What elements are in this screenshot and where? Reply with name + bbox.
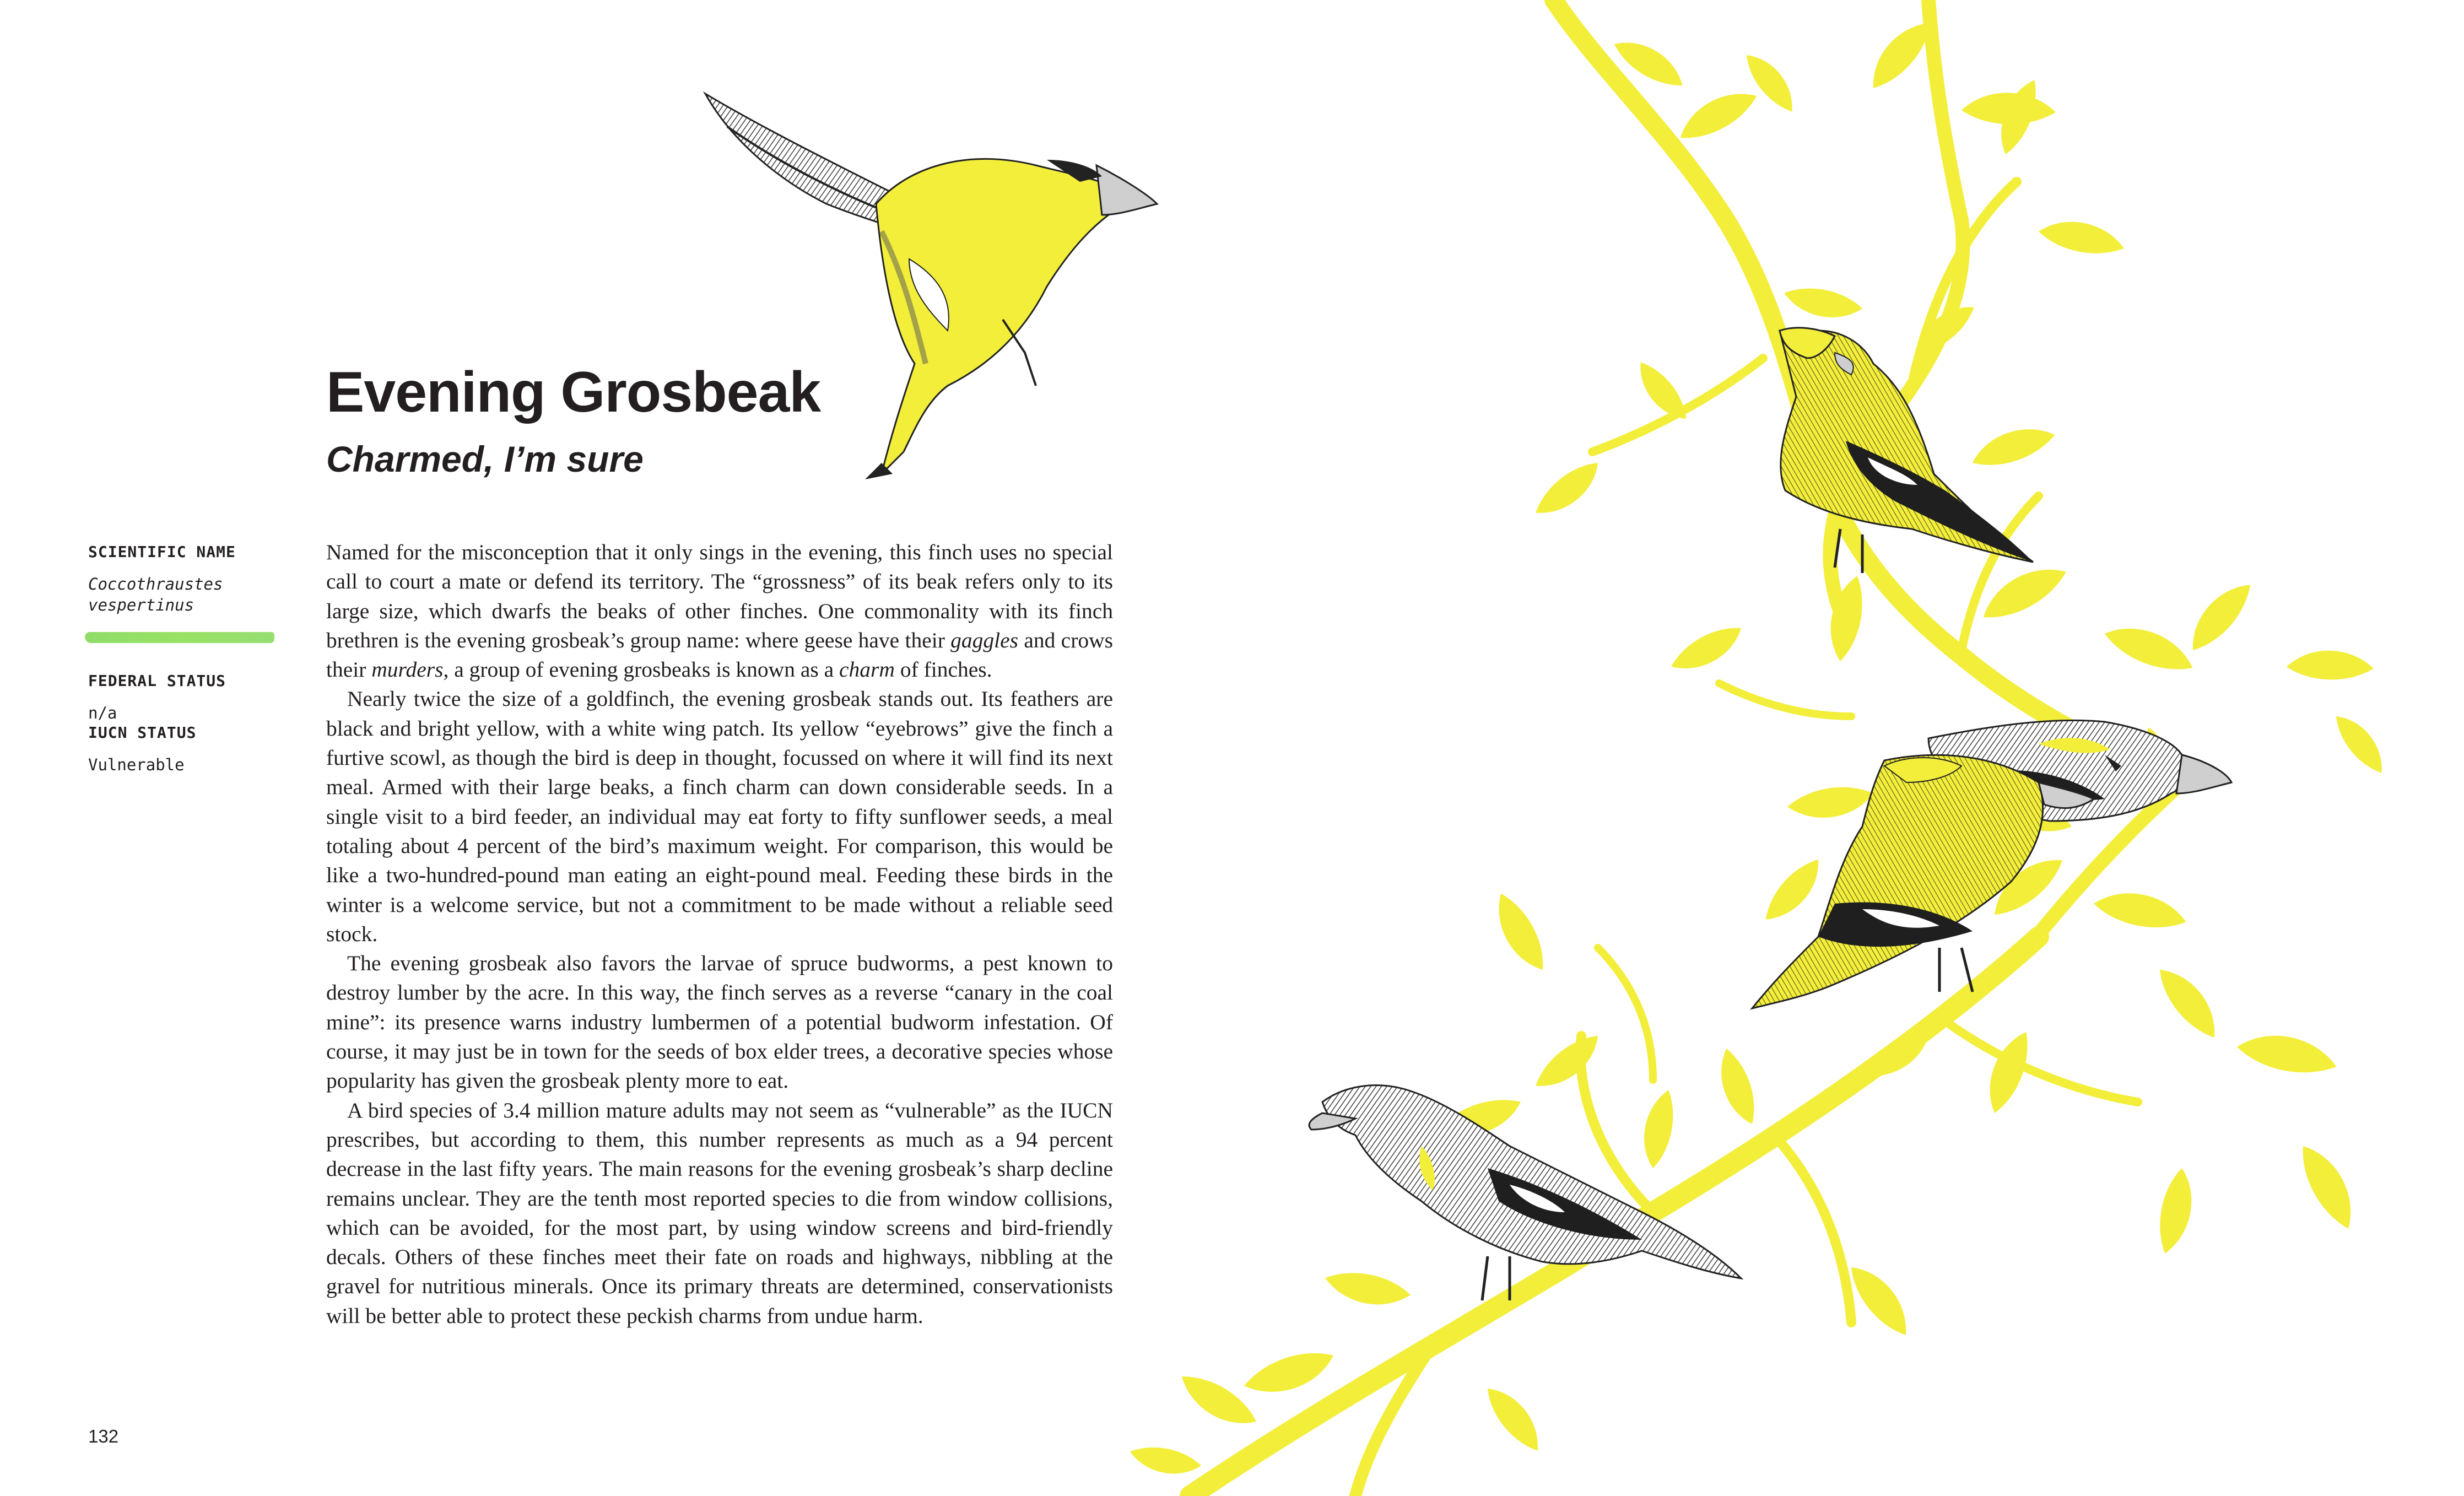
p1-text-d: of finches. (894, 657, 992, 682)
species-subtitle: Charmed, I’m sure (326, 439, 644, 479)
p1-text-a: Named for the misconception that it only sings in the evening, this finch uses no special call to court a mate or defend its territory. The “grossness” of its beak refers only to its large size, which dwarfs the beaks of other finches. One commonality with its finch brethren is the evening grosbeak’s group name: where geese have their (326, 540, 1113, 652)
p1-italic-gaggles: gaggles (950, 628, 1019, 652)
leaf-cluster (1127, 14, 2389, 1484)
species-facts-sidebar (88, 543, 287, 775)
iucn-status-label: IUCN STATUS (88, 723, 197, 742)
iucn-status-value: Vulnerable (88, 755, 185, 774)
federal-status-label: FEDERAL STATUS (88, 672, 226, 690)
federal-status-block (88, 672, 287, 723)
body-paragraph-3: The evening grosbeak also favors the larvae of spruce budworms, a pest known to destroy lumber by the acre. In this way, the finch serves as a reverse “canary in the coal mine”: its presence warns industry lumbermen of a potential budworm infestation. Of course, it may just be in town for the seeds of box elder trees, a decorative species whose popularity has given the grosbeak plenty more to eat. (326, 951, 1113, 1093)
page-number: 132 (88, 1426, 119, 1446)
green-highlight-stroke (85, 632, 274, 643)
body-paragraph-4: A bird species of 3.4 million mature adults may not seem as “vulnerable” as the IUCN prescribes, but according to them, this number represents as much as a 94 percent decrease in the last fifty years. The main reasons for the evening grosbeak’s sharp decline remains unclear. They are the tenth most reported species to die from window collisions, which can be avoided, for the most part, by using window screens and bird-friendly decals. Others of these finches meet their fate on roads and highways, nibbling at the gravel for nutritious minerals. Once its primary threats are determined, conservationists will be better able to protect these peckish charms from undue harm. (326, 1098, 1113, 1328)
body-paragraph-1 (326, 538, 1113, 684)
body-text (326, 538, 1113, 1331)
p1-text-b: and crows their (326, 628, 1114, 682)
scientific-name-value: Coccothraustes vespertinus (88, 575, 223, 614)
p1-italic-charm: charm (839, 657, 895, 682)
species-title: Evening Grosbeak (326, 360, 821, 424)
iucn-status-block (88, 723, 287, 775)
p1-text-c: , a group of evening grosbeaks is known as a (443, 657, 840, 682)
scientific-name-label: SCIENTIFIC NAME (88, 543, 236, 561)
body-paragraph-2: Nearly twice the size of a goldfinch, the evening grosbeak stands out. Its feathers are black and bright yellow, with a white wing patch. Its yellow “eyebrows” give the finch a furtive scowl, as though the bird is deep in thought, focussed on where it will find its next meal. Armed with their large beaks, a finch charm can down considerable seeds. In a single visit to a bird feeder, an individual may eat forty to fifty sunflower seeds, a meal totaling about 4 percent of the bird’s maximum weight. For comparison, this would be like a two-hundred-pound man eating an eight-pound meal. Feeding these birds in the winter is a welcome service, but not a commitment to be made without a reliable seed stock. (326, 687, 1113, 946)
scientific-name-block (88, 543, 287, 643)
p1-italic-murders: murders (371, 657, 444, 682)
federal-status-value: n/a (88, 704, 117, 722)
